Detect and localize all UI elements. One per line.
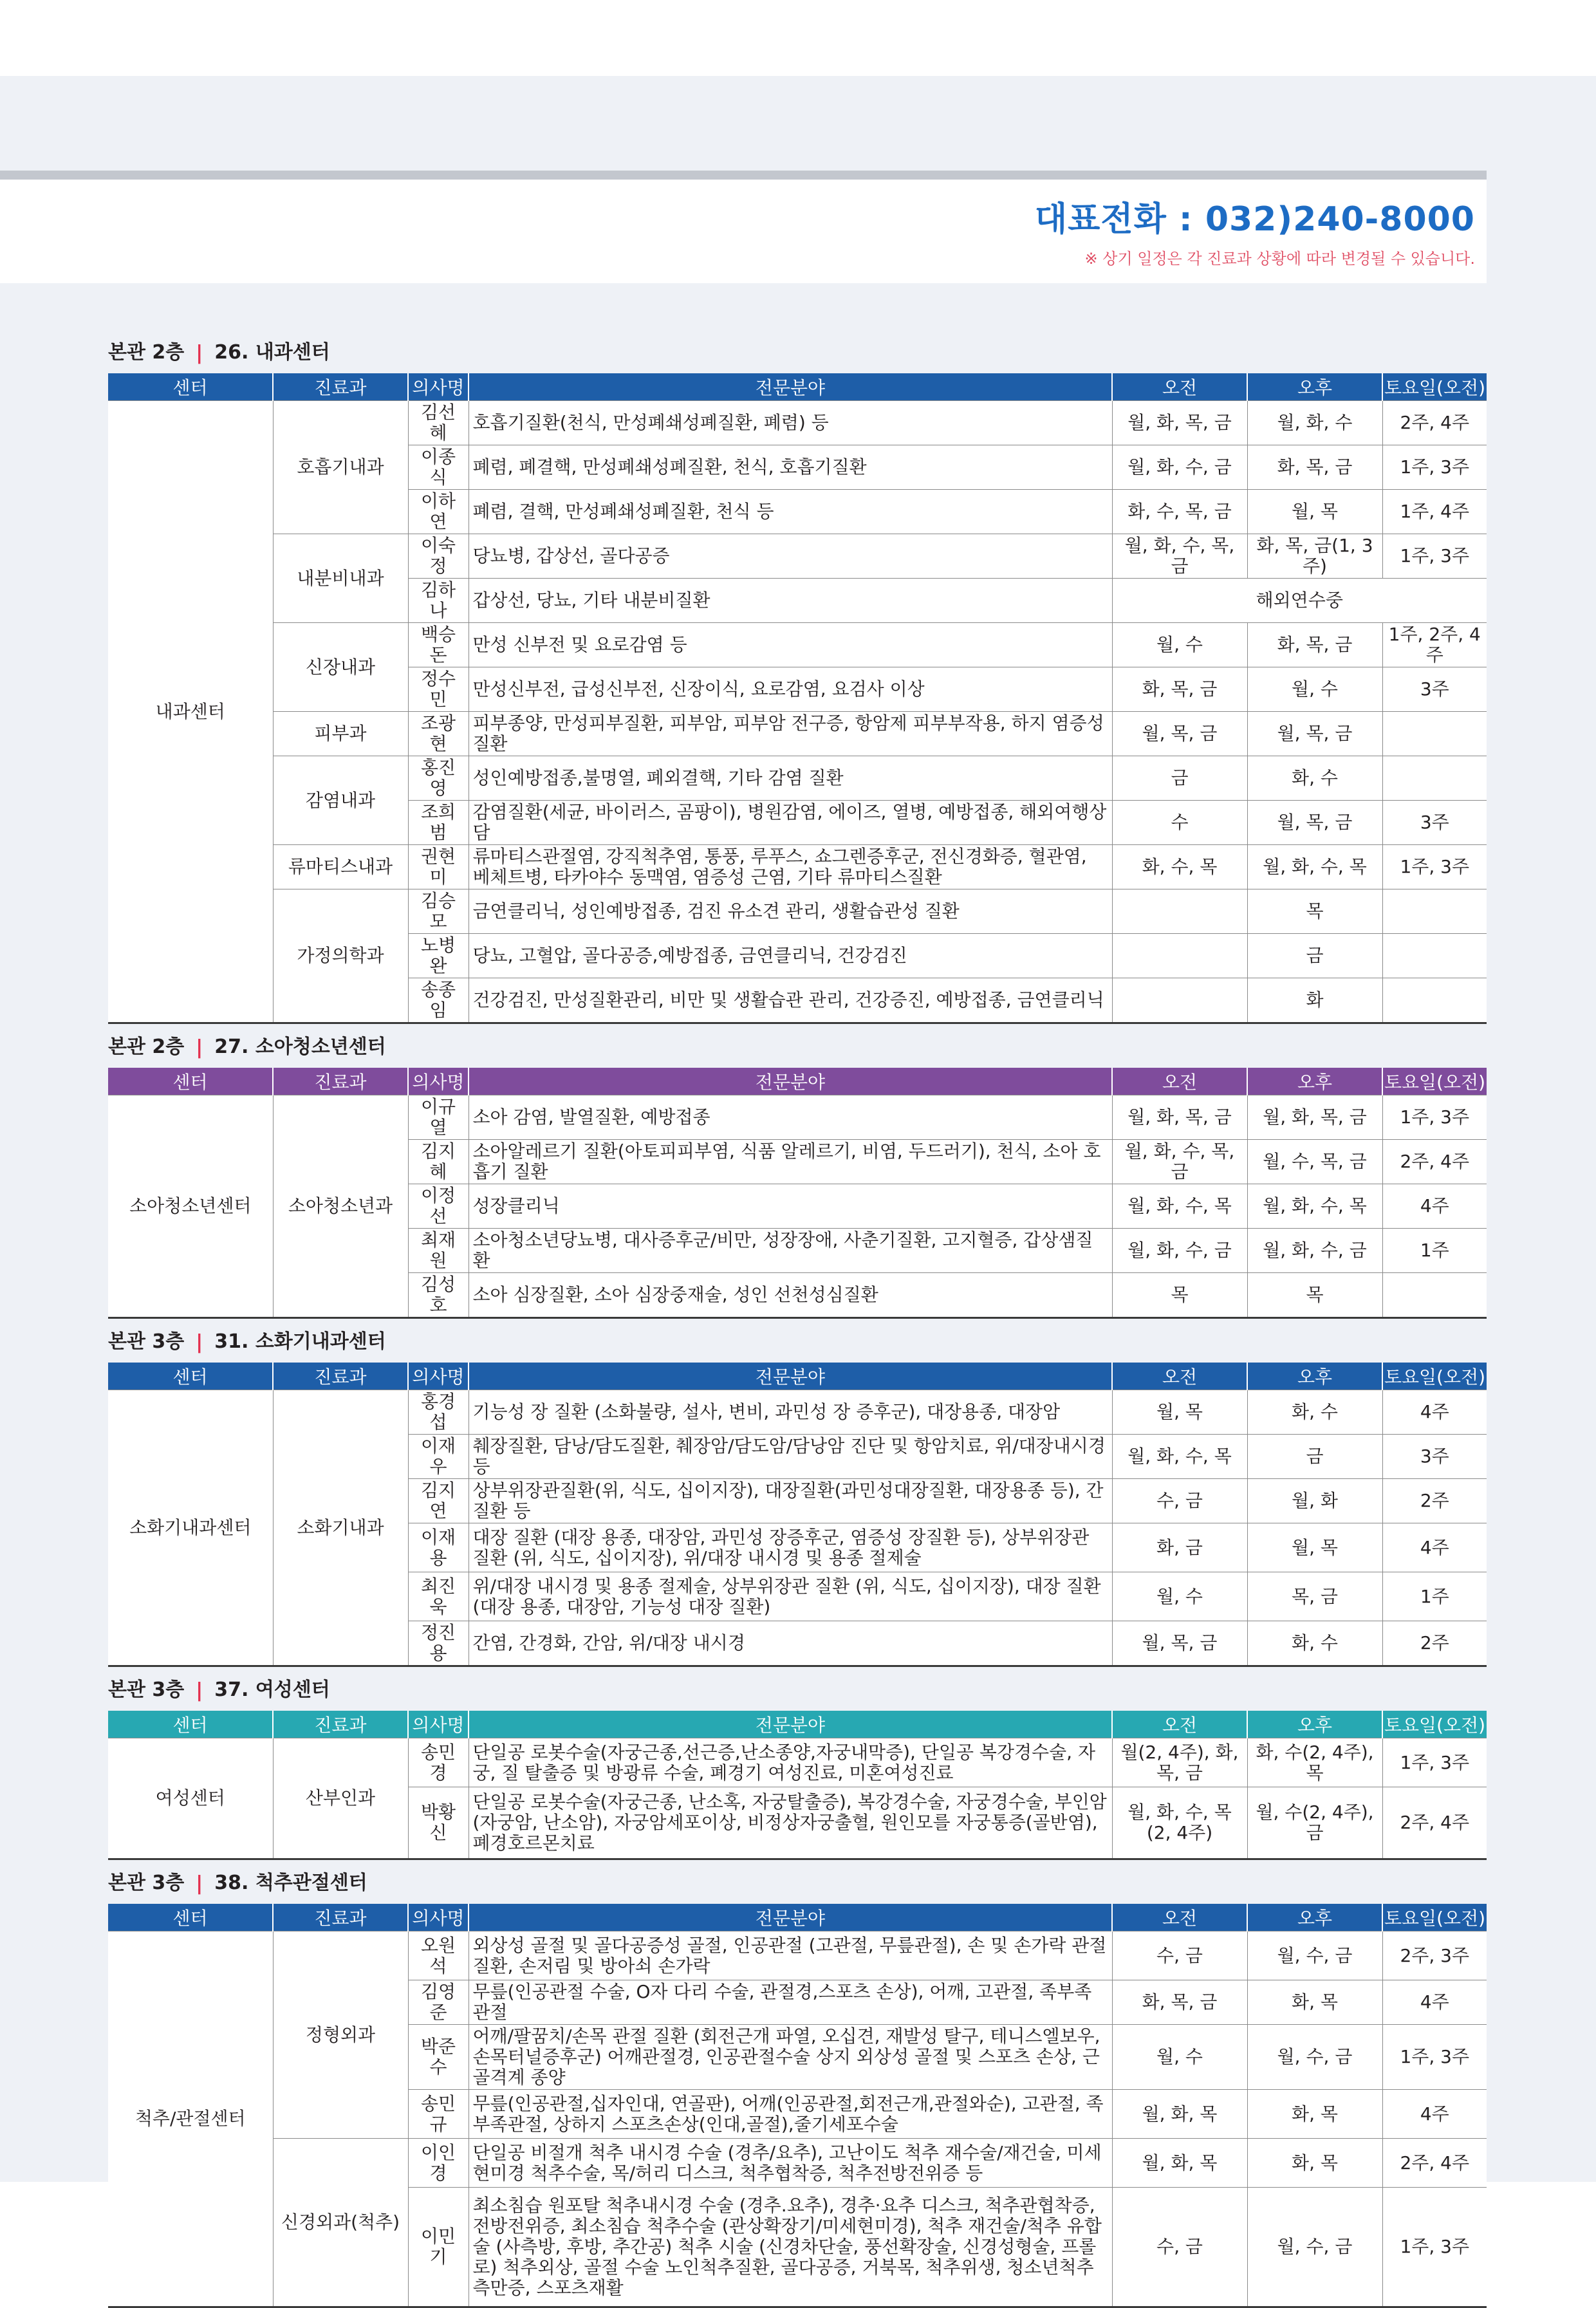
morning-schedule: 월, 목, 금 bbox=[1112, 1621, 1247, 1666]
afternoon-schedule: 화, 수 bbox=[1247, 1621, 1382, 1666]
column-header: 오후 bbox=[1247, 1904, 1382, 1931]
doctor-name: 이규열 bbox=[408, 1095, 469, 1140]
table-row bbox=[108, 889, 1487, 934]
department-cell: 정형외과 bbox=[273, 1931, 408, 2139]
title-separator: | bbox=[196, 1679, 203, 1702]
afternoon-schedule: 월, 수 bbox=[1247, 667, 1382, 712]
section-title bbox=[108, 1319, 1487, 1363]
center-title: 31. 소화기내과센터 bbox=[214, 1330, 386, 1353]
doctor-name: 이민기 bbox=[408, 2188, 469, 2307]
doctor-name: 이정선 bbox=[408, 1184, 469, 1229]
specialty: 소아알레르기 질환(아토피피부염, 식품 알레르기, 비염, 두드러기), 천식, 소아 호흡기 질환 bbox=[469, 1140, 1112, 1184]
morning-schedule: 월, 화, 목, 금 bbox=[1112, 401, 1247, 445]
column-header: 의사명 bbox=[408, 373, 469, 401]
specialty: 금연클리닉, 성인예방접종, 검진 유소견 관리, 생활습관성 질환 bbox=[469, 889, 1112, 934]
saturday-schedule bbox=[1382, 934, 1487, 978]
doctor-name: 박황신 bbox=[408, 1787, 469, 1859]
doctor-name: 노병완 bbox=[408, 934, 469, 978]
specialty: 만성 신부전 및 요로감염 등 bbox=[469, 623, 1112, 667]
doctor-name: 이재우 bbox=[408, 1435, 469, 1479]
saturday-schedule: 4주 bbox=[1382, 1980, 1487, 2025]
column-header: 전문분야 bbox=[469, 1363, 1112, 1390]
doctor-name: 조광현 bbox=[408, 712, 469, 756]
afternoon-schedule: 월, 목, 금 bbox=[1247, 712, 1382, 756]
column-header: 오후 bbox=[1247, 1363, 1382, 1390]
doctor-name: 김영준 bbox=[408, 1980, 469, 2025]
saturday-schedule: 1주, 3주 bbox=[1382, 2025, 1487, 2090]
section-title bbox=[108, 1667, 1487, 1711]
afternoon-schedule: 월, 목 bbox=[1247, 490, 1382, 534]
column-header: 센터 bbox=[108, 1363, 273, 1390]
saturday-schedule: 2주, 4주 bbox=[1382, 1140, 1487, 1184]
column-header: 의사명 bbox=[408, 1068, 469, 1095]
table-row bbox=[108, 845, 1487, 889]
floor-label: 본관 3층 bbox=[108, 1872, 185, 1894]
saturday-schedule: 3주 bbox=[1382, 667, 1487, 712]
table-row bbox=[108, 534, 1487, 579]
specialty: 건강검진, 만성질환관리, 비만 및 생활습관 관리, 건강증진, 예방접종, 금연클리닉 bbox=[469, 978, 1112, 1023]
afternoon-schedule: 목 bbox=[1247, 889, 1382, 934]
department-cell: 가정의학과 bbox=[273, 889, 408, 1023]
doctor-name: 최재원 bbox=[408, 1229, 469, 1273]
saturday-schedule bbox=[1382, 756, 1487, 801]
schedule-table bbox=[108, 1904, 1487, 2308]
column-header: 진료과 bbox=[273, 1363, 408, 1390]
column-header: 토요일(오전) bbox=[1382, 1068, 1487, 1095]
afternoon-schedule: 월, 화 bbox=[1247, 1479, 1382, 1523]
specialty: 감염질환(세균, 바이러스, 곰팡이), 병원감염, 에이즈, 열병, 예방접종, 해외여행상담 bbox=[469, 801, 1112, 845]
column-header: 오전 bbox=[1112, 1363, 1247, 1390]
title-separator: | bbox=[196, 342, 203, 364]
specialty: 어깨/팔꿈치/손목 관절 질환 (회전근개 파열, 오십견, 재발성 탈구, 테니스엘보우, 손목터널증후군) 어깨관절경, 인공관절수술 상지 외상성 골절 및 스포츠 손상, 근골격계 종양 bbox=[469, 2025, 1112, 2090]
center-cell: 소아청소년센터 bbox=[108, 1095, 273, 1318]
specialty: 무릎(인공관절,십자인대, 연골판), 어깨(인공관절,회전근개,관절와순), 고관절, 족부족관절, 상하지 스포츠손상(인대,골절),줄기세포수술 bbox=[469, 2090, 1112, 2139]
doctor-name: 송민경 bbox=[408, 1738, 469, 1787]
morning-schedule: 수, 금 bbox=[1112, 1931, 1247, 1980]
morning-schedule: 월, 화, 수, 목(2, 4주) bbox=[1112, 1787, 1247, 1859]
doctor-name: 이인경 bbox=[408, 2139, 469, 2188]
table-row bbox=[108, 2139, 1487, 2188]
morning-schedule: 월, 화, 수, 금 bbox=[1112, 1229, 1247, 1273]
saturday-schedule bbox=[1382, 712, 1487, 756]
morning-schedule: 수, 금 bbox=[1112, 1479, 1247, 1523]
doctor-name: 조희범 bbox=[408, 801, 469, 845]
specialty: 당뇨병, 갑상선, 골다공증 bbox=[469, 534, 1112, 579]
center-cell: 소화기내과센터 bbox=[108, 1390, 273, 1666]
section-title bbox=[108, 1860, 1487, 1904]
saturday-schedule: 1주, 4주 bbox=[1382, 490, 1487, 534]
saturday-schedule bbox=[1382, 889, 1487, 934]
doctor-name: 송종임 bbox=[408, 978, 469, 1023]
column-header: 토요일(오전) bbox=[1382, 1711, 1487, 1738]
saturday-schedule: 4주 bbox=[1382, 1390, 1487, 1435]
afternoon-schedule: 목, 금 bbox=[1247, 1572, 1382, 1621]
doctor-name: 이하연 bbox=[408, 490, 469, 534]
doctor-name: 홍진영 bbox=[408, 756, 469, 801]
doctor-name: 백승돈 bbox=[408, 623, 469, 667]
column-header: 오전 bbox=[1112, 1711, 1247, 1738]
column-header: 토요일(오전) bbox=[1382, 1363, 1487, 1390]
morning-schedule: 월, 목 bbox=[1112, 1390, 1247, 1435]
saturday-schedule: 2주, 3주 bbox=[1382, 1931, 1487, 1980]
morning-schedule: 수, 금 bbox=[1112, 2188, 1247, 2307]
afternoon-schedule: 월, 화, 목, 금 bbox=[1247, 1095, 1382, 1140]
afternoon-schedule: 월, 수, 목, 금 bbox=[1247, 1140, 1382, 1184]
afternoon-schedule: 월, 목 bbox=[1247, 1523, 1382, 1572]
department-cell: 신장내과 bbox=[273, 623, 408, 712]
title-separator: | bbox=[196, 1872, 203, 1895]
saturday-schedule: 2주, 4주 bbox=[1382, 401, 1487, 445]
saturday-schedule: 1주, 3주 bbox=[1382, 534, 1487, 579]
afternoon-schedule: 월, 수(2, 4주), 금 bbox=[1247, 1787, 1382, 1859]
specialty: 간염, 간경화, 간암, 위/대장 내시경 bbox=[469, 1621, 1112, 1666]
afternoon-schedule: 월, 목, 금 bbox=[1247, 801, 1382, 845]
column-header: 오전 bbox=[1112, 1904, 1247, 1931]
specialty: 단일공 로봇수술(자궁근종, 난소혹, 자궁탈출증), 복강경수술, 자궁경수술, 부인암 (자궁암, 난소암), 자궁암세포이상, 비정상자궁출혈, 원인모를 자궁통증(골반염), 폐경호르몬치료 bbox=[469, 1787, 1112, 1859]
doctor-name: 김지혜 bbox=[408, 1140, 469, 1184]
doctor-name: 정진용 bbox=[408, 1621, 469, 1666]
specialty: 갑상선, 당뇨, 기타 내분비질환 bbox=[469, 579, 1112, 623]
morning-schedule: 화, 목, 금 bbox=[1112, 667, 1247, 712]
table-row bbox=[108, 756, 1487, 801]
doctor-name: 김성호 bbox=[408, 1273, 469, 1318]
column-header: 전문분야 bbox=[469, 1904, 1112, 1931]
specialty: 위/대장 내시경 및 용종 절제술, 상부위장관 질환 (위, 식도, 십이지장), 대장 질환(대장 용종, 대장암, 기능성 대장 질환) bbox=[469, 1572, 1112, 1621]
center-cell: 척추/관절센터 bbox=[108, 1931, 273, 2307]
specialty: 소아청소년당뇨병, 대사증후군/비만, 성장장애, 사춘기질환, 고지혈증, 갑상샘질환 bbox=[469, 1229, 1112, 1273]
saturday-schedule: 1주 bbox=[1382, 1229, 1487, 1273]
table-row bbox=[108, 401, 1487, 445]
section-title bbox=[108, 1024, 1487, 1068]
saturday-schedule: 2주 bbox=[1382, 1621, 1487, 1666]
specialty: 단일공 로봇수술(자궁근종,선근증,난소종양,자궁내막증), 단일공 복강경수술, 자궁, 질 탈출증 및 방광류 수술, 폐경기 여성진료, 미혼여성진료 bbox=[469, 1738, 1112, 1787]
specialty: 대장 질환 (대장 용종, 대장암, 과민성 장증후군, 염증성 장질환 등), 상부위장관 질환 (위, 식도, 십이지장), 위/대장 내시경 및 용종 절제술 bbox=[469, 1523, 1112, 1572]
schedule-table bbox=[108, 1068, 1487, 1319]
saturday-schedule: 4주 bbox=[1382, 2090, 1487, 2139]
center-cell: 여성센터 bbox=[108, 1738, 273, 1859]
doctor-name: 이재용 bbox=[408, 1523, 469, 1572]
center-title: 37. 여성센터 bbox=[214, 1679, 330, 1701]
afternoon-schedule: 화, 수(2, 4주), 목 bbox=[1247, 1738, 1382, 1787]
afternoon-schedule: 월, 화, 수, 목 bbox=[1247, 845, 1382, 889]
section-title bbox=[108, 283, 1487, 373]
afternoon-schedule: 화, 수 bbox=[1247, 1390, 1382, 1435]
column-header: 진료과 bbox=[273, 1904, 408, 1931]
center-cell: 내과센터 bbox=[108, 401, 273, 1023]
morning-schedule bbox=[1112, 978, 1247, 1023]
doctor-name: 홍경섭 bbox=[408, 1390, 469, 1435]
department-cell: 산부인과 bbox=[273, 1738, 408, 1859]
column-header: 오전 bbox=[1112, 373, 1247, 401]
morning-schedule: 금 bbox=[1112, 756, 1247, 801]
morning-schedule: 월, 화, 목 bbox=[1112, 2090, 1247, 2139]
department-cell: 내분비내과 bbox=[273, 534, 408, 623]
saturday-schedule: 4주 bbox=[1382, 1523, 1487, 1572]
doctor-name: 이종식 bbox=[408, 445, 469, 490]
column-header: 의사명 bbox=[408, 1904, 469, 1931]
doctor-name: 김지연 bbox=[408, 1479, 469, 1523]
floor-label: 본관 3층 bbox=[108, 1330, 185, 1353]
specialty: 류마티스관절염, 강직척추염, 통풍, 루푸스, 쇼그렌증후군, 전신경화증, 혈관염, 베체트병, 타카야수 동맥염, 염증성 근염, 기타 류마티스질환 bbox=[469, 845, 1112, 889]
schedule-content bbox=[108, 283, 1487, 2308]
doctor-name: 김선혜 bbox=[408, 401, 469, 445]
specialty: 기능성 장 질환 (소화불량, 설사, 변비, 과민성 장 증후군), 대장용종, 대장암 bbox=[469, 1390, 1112, 1435]
column-header: 토요일(오전) bbox=[1382, 1904, 1487, 1931]
afternoon-schedule: 월, 화, 수 bbox=[1247, 401, 1382, 445]
saturday-schedule: 3주 bbox=[1382, 1435, 1487, 1479]
morning-schedule: 월, 화, 수, 목, 금 bbox=[1112, 1140, 1247, 1184]
saturday-schedule: 1주, 3주 bbox=[1382, 1738, 1487, 1787]
column-header: 의사명 bbox=[408, 1711, 469, 1738]
morning-schedule: 월, 화, 목 bbox=[1112, 2139, 1247, 2188]
department-cell: 소아청소년과 bbox=[273, 1095, 408, 1318]
table-row bbox=[108, 1738, 1487, 1787]
column-header: 진료과 bbox=[273, 1068, 408, 1095]
morning-schedule: 월, 수 bbox=[1112, 2025, 1247, 2090]
saturday-schedule: 1주, 3주 bbox=[1382, 2188, 1487, 2307]
afternoon-schedule: 화, 목 bbox=[1247, 2090, 1382, 2139]
morning-schedule: 월, 화, 수, 목, 금 bbox=[1112, 534, 1247, 579]
specialty: 외상성 골절 및 골다공증성 골절, 인공관절 (고관절, 무릎관절), 손 및 손가락 관절 질환, 손저림 및 방아쇠 손가락 bbox=[469, 1931, 1112, 1980]
floor-label: 본관 2층 bbox=[108, 1036, 185, 1058]
morning-schedule: 월, 화, 수, 목 bbox=[1112, 1184, 1247, 1229]
department-cell: 소화기내과 bbox=[273, 1390, 408, 1666]
saturday-schedule bbox=[1382, 978, 1487, 1023]
morning-schedule: 월, 화, 수, 금 bbox=[1112, 445, 1247, 490]
specialty: 폐렴, 결핵, 만성폐쇄성폐질환, 천식 등 bbox=[469, 490, 1112, 534]
morning-schedule: 수 bbox=[1112, 801, 1247, 845]
morning-schedule: 월, 수 bbox=[1112, 1572, 1247, 1621]
saturday-schedule: 4주 bbox=[1382, 1184, 1487, 1229]
afternoon-schedule: 화, 수 bbox=[1247, 756, 1382, 801]
doctor-name: 이숙정 bbox=[408, 534, 469, 579]
afternoon-schedule: 화, 목, 금 bbox=[1247, 623, 1382, 667]
doctor-name: 박준수 bbox=[408, 2025, 469, 2090]
afternoon-schedule: 화, 목, 금(1, 3주) bbox=[1247, 534, 1382, 579]
saturday-schedule: 2주, 4주 bbox=[1382, 1787, 1487, 1859]
saturday-schedule: 3주 bbox=[1382, 801, 1487, 845]
doctor-name: 권현미 bbox=[408, 845, 469, 889]
table-row bbox=[108, 1390, 1487, 1435]
specialty: 만성신부전, 급성신부전, 신장이식, 요로감염, 요검사 이상 bbox=[469, 667, 1112, 712]
specialty: 소아 심장질환, 소아 심장중재술, 성인 선천성심질환 bbox=[469, 1273, 1112, 1318]
department-cell: 피부과 bbox=[273, 712, 408, 756]
morning-schedule bbox=[1112, 889, 1247, 934]
column-header: 센터 bbox=[108, 1904, 273, 1931]
morning-schedule: 화, 금 bbox=[1112, 1523, 1247, 1572]
column-header: 오후 bbox=[1247, 1068, 1382, 1095]
saturday-schedule: 1주, 2주, 4주 bbox=[1382, 623, 1487, 667]
afternoon-schedule: 월, 수, 금 bbox=[1247, 2188, 1382, 2307]
specialty: 당뇨, 고혈압, 골다공증,예방접종, 금연클리닉, 건강검진 bbox=[469, 934, 1112, 978]
morning-schedule: 목 bbox=[1112, 1273, 1247, 1318]
doctor-name: 오원석 bbox=[408, 1931, 469, 1980]
main-phone-number: 대표전화 : 032)240-8000 bbox=[1034, 200, 1475, 239]
specialty: 호흡기질환(천식, 만성폐쇄성폐질환, 폐렴) 등 bbox=[469, 401, 1112, 445]
column-header: 센터 bbox=[108, 1711, 273, 1738]
table-row bbox=[108, 623, 1487, 667]
specialty: 단일공 비절개 척추 내시경 수술 (경추/요추), 고난이도 척추 재수술/재건술, 미세현미경 척추수술, 목/허리 디스크, 척추협착증, 척추전방전위증 등 bbox=[469, 2139, 1112, 2188]
saturday-schedule: 1주, 3주 bbox=[1382, 445, 1487, 490]
top-margin bbox=[0, 0, 1596, 76]
morning-schedule: 화, 수, 목, 금 bbox=[1112, 490, 1247, 534]
afternoon-schedule: 월, 수, 금 bbox=[1247, 2025, 1382, 2090]
doctor-name: 김하나 bbox=[408, 579, 469, 623]
morning-schedule: 월, 화, 목, 금 bbox=[1112, 1095, 1247, 1140]
afternoon-schedule: 월, 화, 수, 목 bbox=[1247, 1184, 1382, 1229]
table-row bbox=[108, 1931, 1487, 1980]
morning-schedule: 화, 목, 금 bbox=[1112, 1980, 1247, 2025]
morning-schedule: 월, 화, 수, 목 bbox=[1112, 1435, 1247, 1479]
afternoon-schedule: 화, 목, 금 bbox=[1247, 445, 1382, 490]
column-header: 진료과 bbox=[273, 1711, 408, 1738]
specialty: 췌장질환, 담낭/담도질환, 췌장암/담도암/담낭암 진단 및 항암치료, 위/대장내시경 등 bbox=[469, 1435, 1112, 1479]
title-separator: | bbox=[196, 1331, 203, 1354]
morning-schedule bbox=[1112, 934, 1247, 978]
morning-schedule: 화, 수, 목 bbox=[1112, 845, 1247, 889]
column-header: 전문분야 bbox=[469, 373, 1112, 401]
afternoon-schedule: 월, 수, 금 bbox=[1247, 1931, 1382, 1980]
department-cell: 감염내과 bbox=[273, 756, 408, 845]
column-header: 오후 bbox=[1247, 373, 1382, 401]
column-header: 토요일(오전) bbox=[1382, 373, 1487, 401]
specialty: 소아 감염, 발열질환, 예방접종 bbox=[469, 1095, 1112, 1140]
saturday-schedule: 1주, 3주 bbox=[1382, 1095, 1487, 1140]
doctor-name: 최진욱 bbox=[408, 1572, 469, 1621]
column-header: 진료과 bbox=[273, 373, 408, 401]
floor-label: 본관 2층 bbox=[108, 341, 185, 364]
table-row bbox=[108, 712, 1487, 756]
schedule-table bbox=[108, 1711, 1487, 1860]
center-title: 27. 소아청소년센터 bbox=[214, 1036, 386, 1058]
schedule-table bbox=[108, 373, 1487, 1024]
specialty: 상부위장관질환(위, 식도, 십이지장), 대장질환(과민성대장질환, 대장용종 등), 간질환 등 bbox=[469, 1479, 1112, 1523]
floor-label: 본관 3층 bbox=[108, 1679, 185, 1701]
morning-schedule: 월, 목, 금 bbox=[1112, 712, 1247, 756]
saturday-schedule: 2주, 4주 bbox=[1382, 2139, 1487, 2188]
saturday-schedule: 1주 bbox=[1382, 1572, 1487, 1621]
afternoon-schedule: 목 bbox=[1247, 1273, 1382, 1318]
department-cell: 류마티스내과 bbox=[273, 845, 408, 889]
saturday-schedule: 2주 bbox=[1382, 1479, 1487, 1523]
column-header: 오후 bbox=[1247, 1711, 1382, 1738]
specialty: 성인예방접종,불명열, 폐외결핵, 기타 감염 질환 bbox=[469, 756, 1112, 801]
department-cell: 신경외과(척추) bbox=[273, 2139, 408, 2307]
table-row bbox=[108, 1095, 1487, 1140]
column-header: 의사명 bbox=[408, 1363, 469, 1390]
center-title: 38. 척추관절센터 bbox=[214, 1872, 367, 1894]
column-header: 센터 bbox=[108, 373, 273, 401]
doctor-name: 송민규 bbox=[408, 2090, 469, 2139]
column-header: 오전 bbox=[1112, 1068, 1247, 1095]
afternoon-schedule: 월, 화, 수, 금 bbox=[1247, 1229, 1382, 1273]
saturday-schedule bbox=[1382, 1273, 1487, 1318]
column-header: 전문분야 bbox=[469, 1068, 1112, 1095]
afternoon-schedule: 화 bbox=[1247, 978, 1382, 1023]
afternoon-schedule: 금 bbox=[1247, 1435, 1382, 1479]
specialty: 피부종양, 만성피부질환, 피부암, 피부암 전구증, 항암제 피부부작용, 하지 염증성질환 bbox=[469, 712, 1112, 756]
saturday-schedule: 1주, 3주 bbox=[1382, 845, 1487, 889]
specialty: 성장클리닉 bbox=[469, 1184, 1112, 1229]
morning-schedule: 월, 수 bbox=[1112, 623, 1247, 667]
morning-schedule: 월(2, 4주), 화, 목, 금 bbox=[1112, 1738, 1247, 1787]
schedule-table bbox=[108, 1363, 1487, 1667]
doctor-name: 김승모 bbox=[408, 889, 469, 934]
center-title: 26. 내과센터 bbox=[214, 341, 330, 364]
department-cell: 호흡기내과 bbox=[273, 401, 408, 534]
column-header: 전문분야 bbox=[469, 1711, 1112, 1738]
header-divider bbox=[0, 171, 1487, 180]
doctor-name: 정수민 bbox=[408, 667, 469, 712]
column-header: 센터 bbox=[108, 1068, 273, 1095]
afternoon-schedule: 화, 목 bbox=[1247, 1980, 1382, 2025]
afternoon-schedule: 금 bbox=[1247, 934, 1382, 978]
afternoon-schedule: 화, 목 bbox=[1247, 2139, 1382, 2188]
specialty: 무릎(인공관절 수술, O자 다리 수술, 관절경,스포츠 손상), 어깨, 고관절, 족부족관절 bbox=[469, 1980, 1112, 2025]
specialty: 폐렴, 폐결핵, 만성폐쇄성폐질환, 천식, 호흡기질환 bbox=[469, 445, 1112, 490]
title-separator: | bbox=[196, 1036, 203, 1059]
specialty: 최소침습 원포탈 척추내시경 수술 (경추.요추), 경추·요추 디스크, 척추관협착증, 전방전위증, 최소침습 척추수술 (관상확장기/미세현미경), 척추 재건술/척추 유합술 (사측방, 후방, 추간공) 척추 시술 (신경차단술, 풍선확장술, 신경성형술, 프롤로) 척추외상, 골절 수술 노인척추질환, 골다공증, 거북목, 척추위생, 청소년척추측만증, 스포츠재활 bbox=[469, 2188, 1112, 2307]
schedule-status: 해외연수중 bbox=[1112, 579, 1487, 623]
schedule-notice: ※ 상기 일정은 각 진료과 상황에 따라 변경될 수 있습니다. bbox=[1084, 250, 1475, 268]
